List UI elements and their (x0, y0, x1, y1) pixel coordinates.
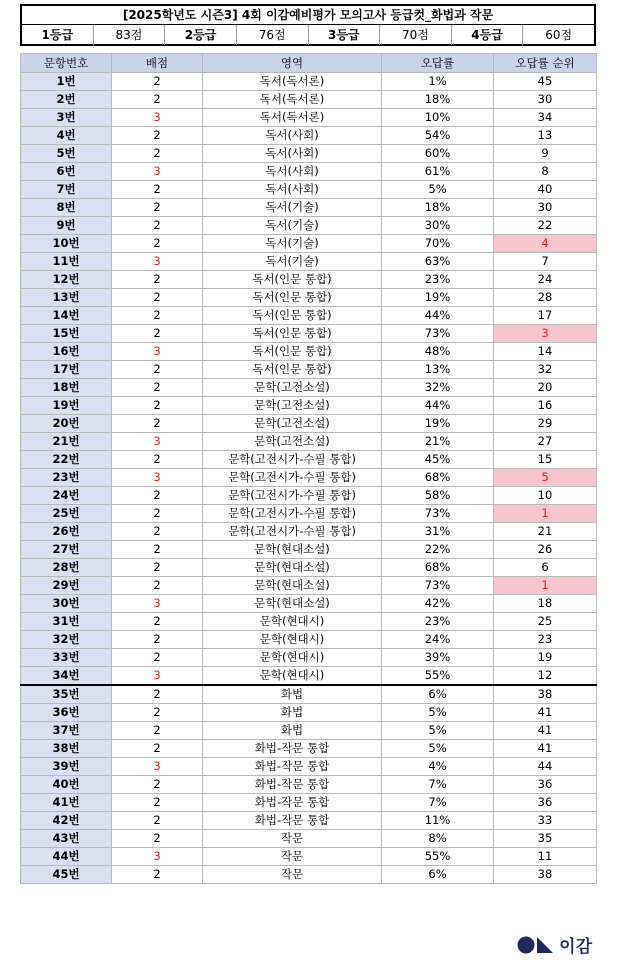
table-row (21, 812, 597, 830)
wrong-rank-cell: 41 (494, 704, 597, 722)
table-row (21, 433, 597, 451)
question-no-cell: 32번 (21, 631, 112, 649)
wrong-rank-cell: 16 (494, 397, 597, 415)
table-row (21, 866, 597, 884)
area-cell: 문학(현대소설) (203, 595, 382, 613)
area-cell: 문학(고전소설) (203, 415, 382, 433)
wrong-rate-cell: 22% (382, 541, 494, 559)
table-row (21, 145, 597, 163)
wrong-rank-cell: 40 (494, 181, 597, 199)
column-header-area: 영역 (203, 54, 382, 73)
question-no-cell: 25번 (21, 505, 112, 523)
question-no-cell: 28번 (21, 559, 112, 577)
table-row (21, 794, 597, 812)
table-row (21, 163, 597, 181)
points-cell: 2 (112, 794, 203, 812)
table-row (21, 848, 597, 866)
question-no-cell: 22번 (21, 451, 112, 469)
area-cell: 문학(고전소설) (203, 397, 382, 415)
column-header-wrong-rank: 오답률 순위 (494, 54, 597, 73)
wrong-rate-cell: 24% (382, 631, 494, 649)
question-no-cell: 26번 (21, 523, 112, 541)
wrong-rate-cell: 23% (382, 613, 494, 631)
table-row (21, 271, 597, 289)
wrong-rate-cell: 8% (382, 830, 494, 848)
area-cell: 화법 (203, 685, 382, 704)
wrong-rank-cell: 20 (494, 379, 597, 397)
points-cell: 2 (112, 505, 203, 523)
area-cell: 문학(현대소설) (203, 541, 382, 559)
grade-4-label: 4등급 (452, 25, 524, 45)
area-cell: 문학(고전시가-수필 통합) (203, 487, 382, 505)
column-header-points: 배점 (112, 54, 203, 73)
wrong-rank-cell: 36 (494, 794, 597, 812)
area-cell: 독서(기술) (203, 217, 382, 235)
brand-logo (517, 932, 592, 957)
grade-2-label: 2등급 (165, 25, 237, 45)
wrong-rank-cell: 7 (494, 253, 597, 271)
area-cell: 문학(현대시) (203, 613, 382, 631)
grade-1-score: 83점 (94, 25, 166, 45)
question-no-cell: 38번 (21, 740, 112, 758)
wrong-rank-cell: 26 (494, 541, 597, 559)
column-header-wrong-rate: 오답률 (382, 54, 494, 73)
wrong-rate-cell: 61% (382, 163, 494, 181)
area-cell: 문학(고전소설) (203, 379, 382, 397)
wrong-rate-cell: 58% (382, 487, 494, 505)
question-no-cell: 43번 (21, 830, 112, 848)
question-no-cell: 7번 (21, 181, 112, 199)
wrong-rate-cell: 55% (382, 667, 494, 686)
points-cell: 3 (112, 163, 203, 181)
points-cell: 2 (112, 487, 203, 505)
table-row (21, 722, 597, 740)
table-row (21, 289, 597, 307)
wrong-rank-cell: 44 (494, 758, 597, 776)
question-no-cell: 30번 (21, 595, 112, 613)
points-cell: 2 (112, 812, 203, 830)
question-no-cell: 5번 (21, 145, 112, 163)
question-no-cell: 3번 (21, 109, 112, 127)
wrong-rate-cell: 54% (382, 127, 494, 145)
wrong-rate-cell: 48% (382, 343, 494, 361)
table-row (21, 91, 597, 109)
points-cell: 3 (112, 595, 203, 613)
wrong-rank-cell: 30 (494, 91, 597, 109)
area-cell: 독서(사회) (203, 163, 382, 181)
table-row (21, 307, 597, 325)
wrong-rank-cell: 27 (494, 433, 597, 451)
wrong-rank-cell: 4 (494, 235, 597, 253)
table-row (21, 343, 597, 361)
question-no-cell: 27번 (21, 541, 112, 559)
question-no-cell: 9번 (21, 217, 112, 235)
wrong-rate-cell: 63% (382, 253, 494, 271)
wrong-rank-cell: 30 (494, 199, 597, 217)
table-row (21, 685, 597, 704)
points-cell: 2 (112, 307, 203, 325)
wrong-rank-cell: 41 (494, 740, 597, 758)
points-cell: 2 (112, 397, 203, 415)
wrong-rank-cell: 11 (494, 848, 597, 866)
table-row (21, 487, 597, 505)
table-row (21, 361, 597, 379)
area-cell: 독서(인문 통합) (203, 361, 382, 379)
area-cell: 문학(고전시가-수필 통합) (203, 469, 382, 487)
question-no-cell: 2번 (21, 91, 112, 109)
table-row (21, 559, 597, 577)
area-cell: 작문 (203, 830, 382, 848)
area-cell: 화법 (203, 704, 382, 722)
question-no-cell: 19번 (21, 397, 112, 415)
question-no-cell: 10번 (21, 235, 112, 253)
table-row (21, 541, 597, 559)
question-no-cell: 17번 (21, 361, 112, 379)
wrong-rate-cell: 60% (382, 145, 494, 163)
points-cell: 2 (112, 127, 203, 145)
area-cell: 작문 (203, 866, 382, 884)
wrong-rate-cell: 44% (382, 307, 494, 325)
wrong-rate-cell: 5% (382, 740, 494, 758)
area-cell: 문학(현대시) (203, 649, 382, 667)
area-cell: 화법-작문 통합 (203, 776, 382, 794)
logo-text: 이감 (559, 937, 592, 957)
points-cell: 2 (112, 577, 203, 595)
table-row (21, 109, 597, 127)
area-cell: 독서(사회) (203, 181, 382, 199)
table-row (21, 613, 597, 631)
wrong-rank-cell: 21 (494, 523, 597, 541)
wrong-rank-cell: 1 (494, 505, 597, 523)
wrong-rate-cell: 32% (382, 379, 494, 397)
points-cell: 2 (112, 325, 203, 343)
table-row (21, 776, 597, 794)
points-cell: 2 (112, 541, 203, 559)
wrong-rate-cell: 39% (382, 649, 494, 667)
wrong-rate-cell: 23% (382, 271, 494, 289)
points-cell: 2 (112, 523, 203, 541)
wrong-rate-cell: 73% (382, 577, 494, 595)
points-cell: 2 (112, 613, 203, 631)
table-row (21, 127, 597, 145)
wrong-rate-cell: 7% (382, 776, 494, 794)
points-cell: 2 (112, 235, 203, 253)
wrong-rate-cell: 55% (382, 848, 494, 866)
points-cell: 2 (112, 722, 203, 740)
wrong-rank-cell: 12 (494, 667, 597, 686)
table-row (21, 217, 597, 235)
points-cell: 3 (112, 848, 203, 866)
wrong-rank-cell: 41 (494, 722, 597, 740)
wrong-rate-cell: 5% (382, 722, 494, 740)
wrong-rate-cell: 31% (382, 523, 494, 541)
points-cell: 2 (112, 181, 203, 199)
area-cell: 독서(인문 통합) (203, 325, 382, 343)
area-cell: 독서(기술) (203, 253, 382, 271)
wrong-rate-cell: 7% (382, 794, 494, 812)
table-row (21, 199, 597, 217)
points-cell: 3 (112, 469, 203, 487)
question-no-cell: 31번 (21, 613, 112, 631)
points-cell: 3 (112, 758, 203, 776)
area-cell: 문학(고전시가-수필 통합) (203, 523, 382, 541)
area-cell: 문학(현대시) (203, 631, 382, 649)
table-row (21, 397, 597, 415)
wrong-rate-cell: 68% (382, 469, 494, 487)
grade-3-score: 70점 (380, 25, 452, 45)
wrong-rate-cell: 18% (382, 199, 494, 217)
question-no-cell: 15번 (21, 325, 112, 343)
table-body (21, 73, 597, 884)
grade-4-score: 60점 (545, 28, 573, 42)
area-cell: 독서(사회) (203, 145, 382, 163)
area-cell: 독서(독서론) (203, 91, 382, 109)
question-no-cell: 36번 (21, 704, 112, 722)
area-cell: 독서(인문 통합) (203, 289, 382, 307)
points-cell: 2 (112, 289, 203, 307)
table-header-row (21, 54, 597, 73)
wrong-rank-cell: 23 (494, 631, 597, 649)
area-cell: 문학(고전시가-수필 통합) (203, 505, 382, 523)
question-no-cell: 40번 (21, 776, 112, 794)
points-cell: 3 (112, 667, 203, 686)
wrong-rate-cell: 73% (382, 505, 494, 523)
wrong-rate-cell: 73% (382, 325, 494, 343)
question-no-cell: 35번 (21, 685, 112, 704)
table-row (21, 523, 597, 541)
wrong-rank-cell: 36 (494, 776, 597, 794)
igam-logo-icon (517, 935, 555, 955)
wrong-rate-cell: 68% (382, 559, 494, 577)
grade-cut-header (20, 4, 596, 46)
area-cell: 독서(인문 통합) (203, 307, 382, 325)
area-cell: 독서(인문 통합) (203, 343, 382, 361)
table-row (21, 740, 597, 758)
wrong-rate-cell: 1% (382, 73, 494, 91)
question-no-cell: 12번 (21, 271, 112, 289)
question-no-cell: 34번 (21, 667, 112, 686)
area-cell: 독서(기술) (203, 235, 382, 253)
table-row (21, 505, 597, 523)
wrong-rate-cell: 6% (382, 866, 494, 884)
points-cell: 2 (112, 145, 203, 163)
wrong-rank-cell: 22 (494, 217, 597, 235)
points-cell: 2 (112, 559, 203, 577)
area-cell: 문학(고전시가-수필 통합) (203, 451, 382, 469)
wrong-rank-cell: 24 (494, 271, 597, 289)
wrong-rate-cell: 19% (382, 415, 494, 433)
wrong-rank-cell: 13 (494, 127, 597, 145)
table-row (21, 73, 597, 91)
wrong-rate-cell: 45% (382, 451, 494, 469)
wrong-rank-cell: 45 (494, 73, 597, 91)
wrong-rank-cell: 15 (494, 451, 597, 469)
question-no-cell: 18번 (21, 379, 112, 397)
wrong-rank-cell: 33 (494, 812, 597, 830)
wrong-rank-cell: 8 (494, 163, 597, 181)
question-no-cell: 41번 (21, 794, 112, 812)
points-cell: 2 (112, 217, 203, 235)
points-cell: 2 (112, 866, 203, 884)
page-title: [2025학년도 시즌3] 4회 이감예비평가 모의고사 등급컷_화법과 작문 (22, 6, 594, 25)
points-cell: 2 (112, 199, 203, 217)
table-row (21, 181, 597, 199)
table-row (21, 758, 597, 776)
wrong-rate-cell: 4% (382, 758, 494, 776)
table-row (21, 451, 597, 469)
points-cell: 2 (112, 830, 203, 848)
table-row (21, 830, 597, 848)
question-no-cell: 1번 (21, 73, 112, 91)
question-no-cell: 45번 (21, 866, 112, 884)
area-cell: 문학(현대소설) (203, 559, 382, 577)
wrong-rank-cell: 38 (494, 866, 597, 884)
area-cell: 독서(인문 통합) (203, 271, 382, 289)
points-cell: 2 (112, 776, 203, 794)
wrong-rate-cell: 44% (382, 397, 494, 415)
table-row (21, 577, 597, 595)
area-cell: 작문 (203, 848, 382, 866)
question-no-cell: 42번 (21, 812, 112, 830)
wrong-rate-cell: 11% (382, 812, 494, 830)
question-no-cell: 37번 (21, 722, 112, 740)
question-no-cell: 11번 (21, 253, 112, 271)
question-no-cell: 8번 (21, 199, 112, 217)
question-no-cell: 23번 (21, 469, 112, 487)
question-no-cell: 6번 (21, 163, 112, 181)
table-row (21, 704, 597, 722)
wrong-rate-cell: 19% (382, 289, 494, 307)
area-cell: 문학(고전소설) (203, 433, 382, 451)
grade-1-label: 1등급 (22, 25, 94, 45)
table-row (21, 235, 597, 253)
area-cell: 문학(현대소설) (203, 577, 382, 595)
points-cell: 2 (112, 740, 203, 758)
wrong-rate-cell: 70% (382, 235, 494, 253)
wrong-rank-cell: 38 (494, 685, 597, 704)
question-no-cell: 20번 (21, 415, 112, 433)
wrong-rate-cell: 30% (382, 217, 494, 235)
wrong-rank-cell: 34 (494, 109, 597, 127)
question-no-cell: 14번 (21, 307, 112, 325)
area-cell: 화법-작문 통합 (203, 740, 382, 758)
points-cell: 2 (112, 379, 203, 397)
wrong-rate-cell: 5% (382, 704, 494, 722)
table-row (21, 415, 597, 433)
table-row (21, 631, 597, 649)
points-cell: 2 (112, 685, 203, 704)
table-row (21, 595, 597, 613)
area-cell: 독서(기술) (203, 199, 382, 217)
table-row (21, 325, 597, 343)
wrong-rank-cell: 10 (494, 487, 597, 505)
table-row (21, 667, 597, 686)
area-cell: 문학(현대시) (203, 667, 382, 686)
wrong-rank-cell: 3 (494, 325, 597, 343)
wrong-rate-cell: 18% (382, 91, 494, 109)
question-no-cell: 21번 (21, 433, 112, 451)
points-cell: 3 (112, 343, 203, 361)
points-cell: 2 (112, 704, 203, 722)
wrong-rate-cell: 5% (382, 181, 494, 199)
grade-2-score: 76점 (237, 25, 309, 45)
area-cell: 독서(독서론) (203, 73, 382, 91)
question-no-cell: 16번 (21, 343, 112, 361)
points-cell: 2 (112, 271, 203, 289)
question-no-cell: 4번 (21, 127, 112, 145)
grade-3-label: 3등급 (309, 25, 381, 45)
wrong-rate-cell: 10% (382, 109, 494, 127)
wrong-rank-cell: 6 (494, 559, 597, 577)
wrong-rate-cell: 21% (382, 433, 494, 451)
table-row (21, 253, 597, 271)
wrong-rank-cell: 14 (494, 343, 597, 361)
wrong-rank-cell: 28 (494, 289, 597, 307)
area-cell: 화법-작문 통합 (203, 812, 382, 830)
question-no-cell: 39번 (21, 758, 112, 776)
points-cell: 2 (112, 649, 203, 667)
table-row (21, 469, 597, 487)
table-row (21, 649, 597, 667)
grade-cut-row (22, 25, 594, 45)
points-cell: 2 (112, 415, 203, 433)
wrong-rank-cell: 32 (494, 361, 597, 379)
wrong-rank-cell: 5 (494, 469, 597, 487)
area-cell: 화법-작문 통합 (203, 794, 382, 812)
question-no-cell: 33번 (21, 649, 112, 667)
points-cell: 2 (112, 361, 203, 379)
question-no-cell: 29번 (21, 577, 112, 595)
question-no-cell: 44번 (21, 848, 112, 866)
wrong-rank-cell: 17 (494, 307, 597, 325)
points-cell: 3 (112, 253, 203, 271)
points-cell: 2 (112, 631, 203, 649)
column-header-question-no: 문항번호 (21, 54, 112, 73)
wrong-rank-cell: 25 (494, 613, 597, 631)
points-cell: 2 (112, 451, 203, 469)
wrong-rank-cell: 9 (494, 145, 597, 163)
area-cell: 화법-작문 통합 (203, 758, 382, 776)
question-no-cell: 13번 (21, 289, 112, 307)
points-cell: 3 (112, 433, 203, 451)
area-cell: 독서(독서론) (203, 109, 382, 127)
area-cell: 독서(사회) (203, 127, 382, 145)
wrong-rank-cell: 19 (494, 649, 597, 667)
points-cell: 3 (112, 109, 203, 127)
points-cell: 2 (112, 73, 203, 91)
wrong-rank-cell: 18 (494, 595, 597, 613)
wrong-rank-cell: 1 (494, 577, 597, 595)
question-stats-table (20, 53, 597, 884)
question-no-cell: 24번 (21, 487, 112, 505)
wrong-rate-cell: 42% (382, 595, 494, 613)
wrong-rate-cell: 6% (382, 685, 494, 704)
points-cell: 2 (112, 91, 203, 109)
area-cell: 화법 (203, 722, 382, 740)
wrong-rank-cell: 29 (494, 415, 597, 433)
wrong-rate-cell: 13% (382, 361, 494, 379)
wrong-rank-cell: 35 (494, 830, 597, 848)
table-row (21, 379, 597, 397)
